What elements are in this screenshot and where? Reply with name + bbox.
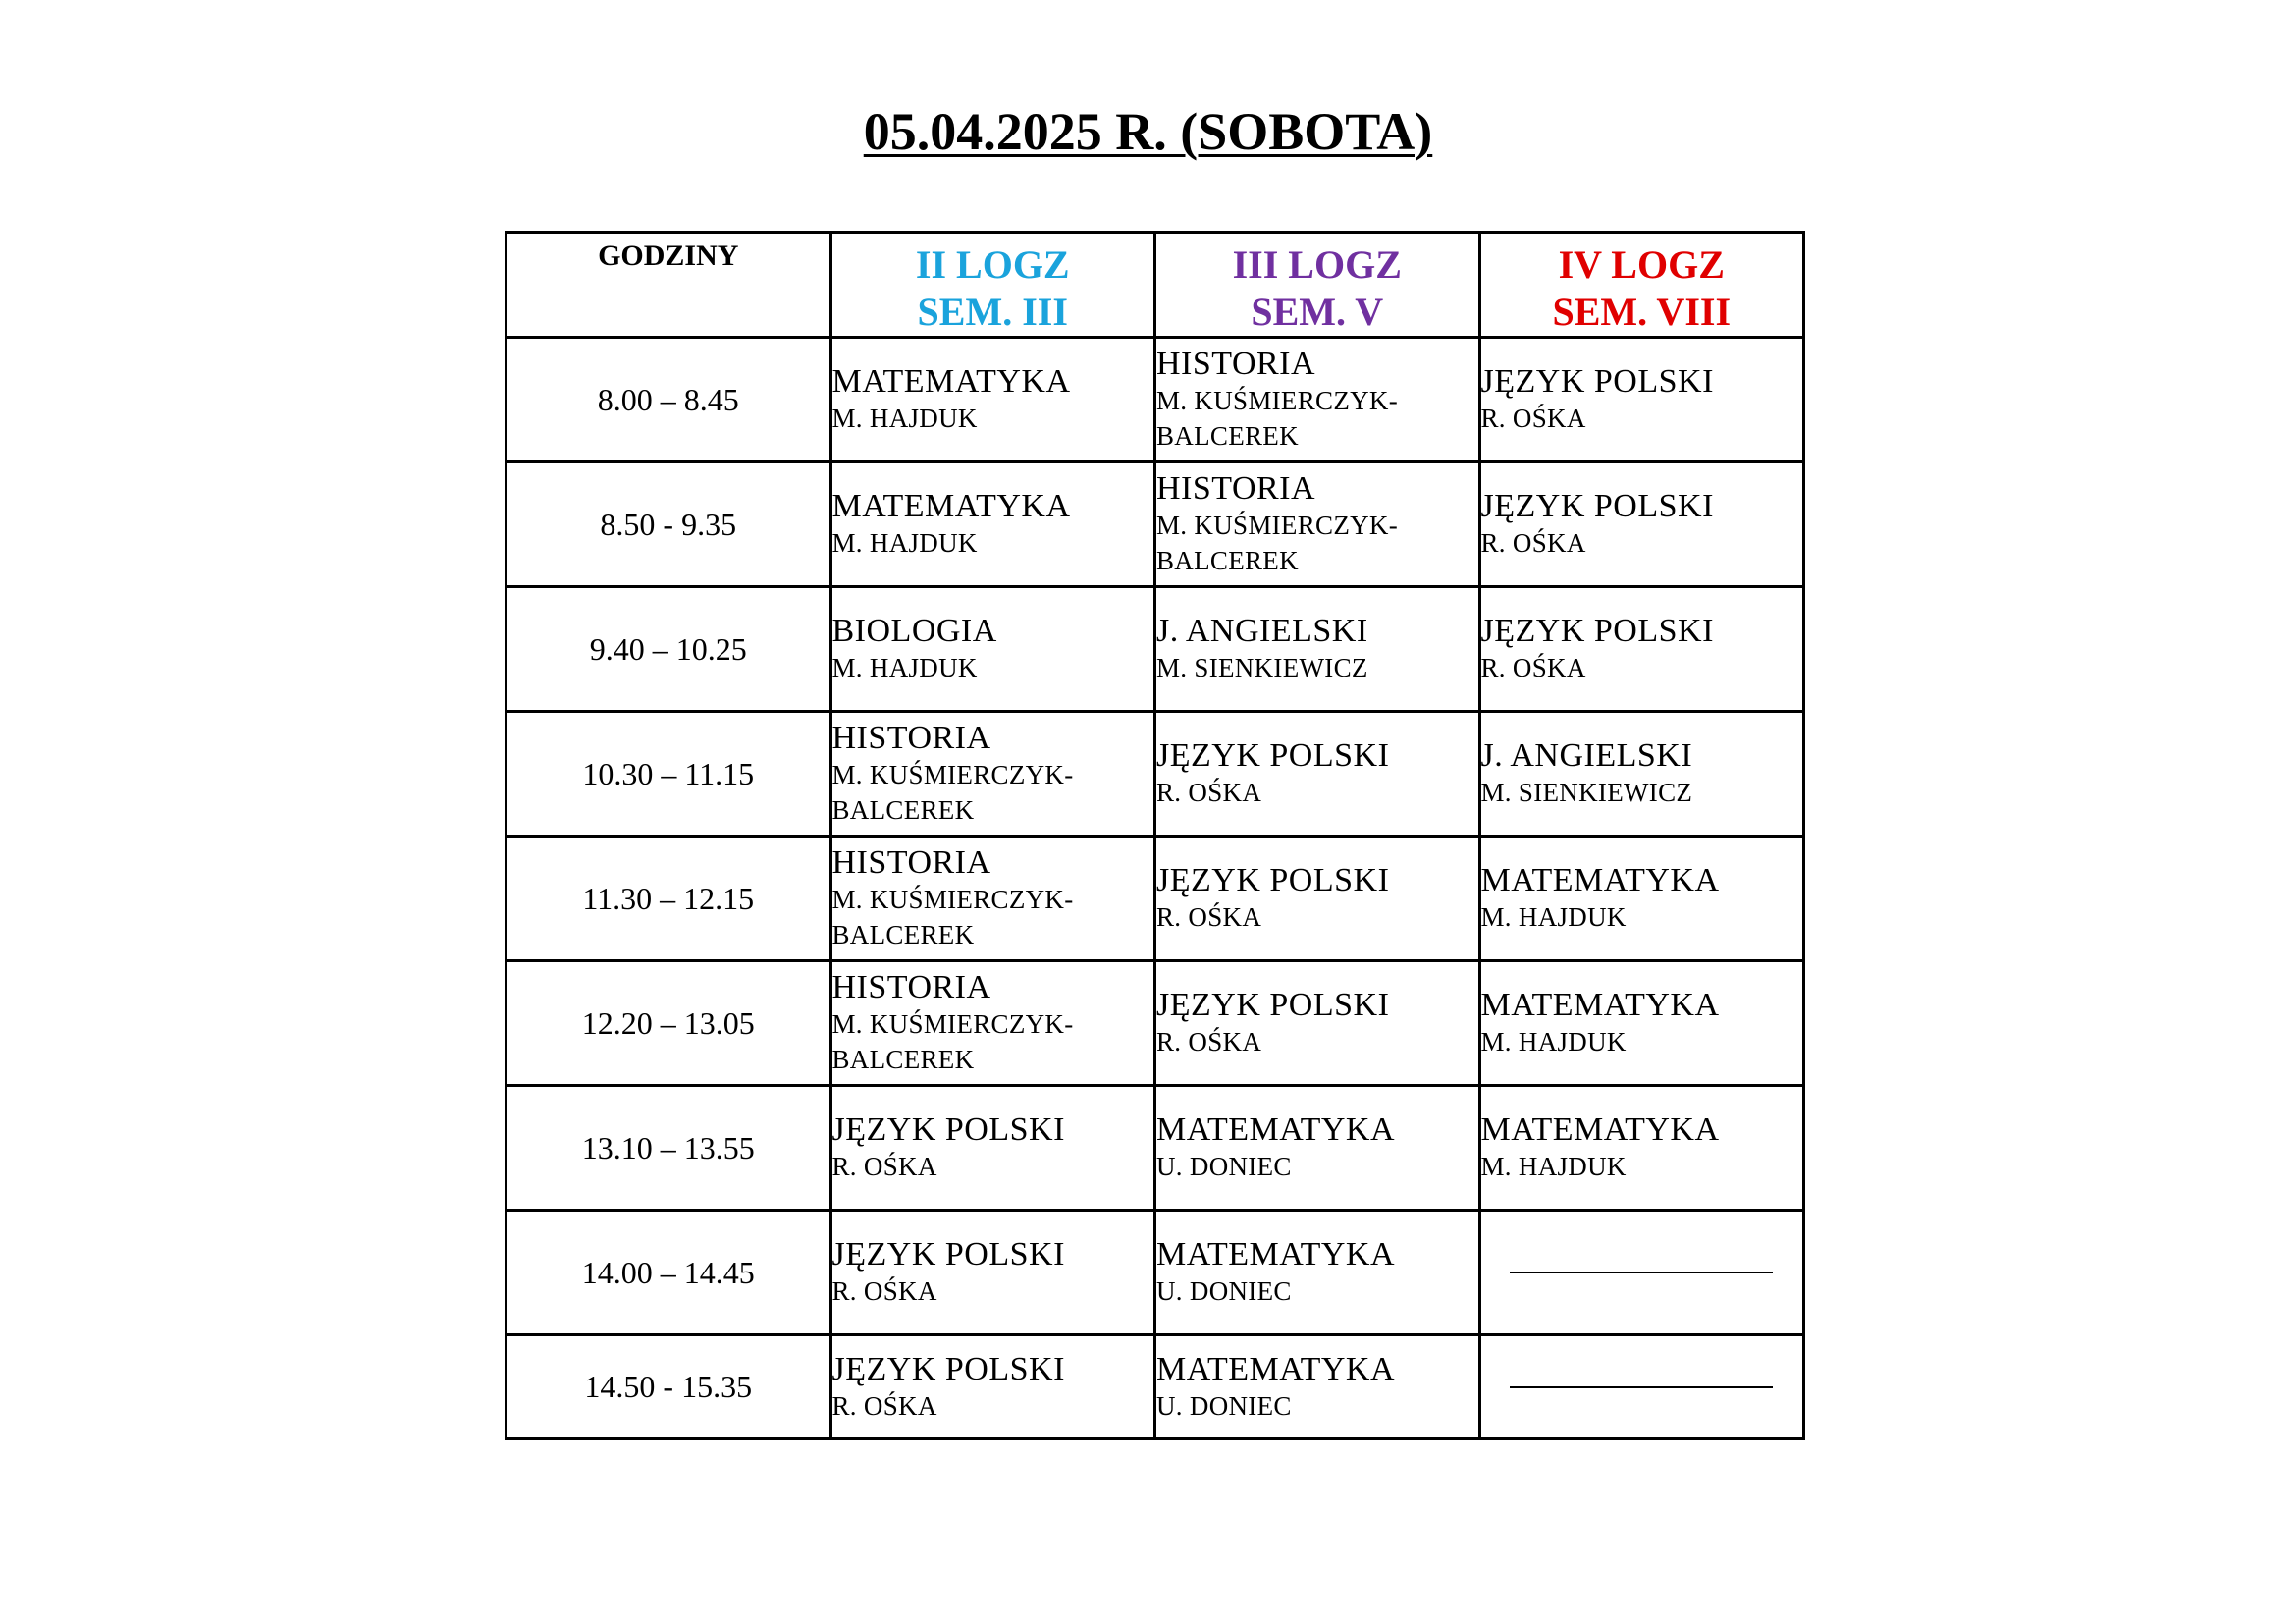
lesson-cell bbox=[1155, 1335, 1480, 1439]
table-row bbox=[507, 1211, 1804, 1335]
lesson-cell bbox=[1155, 712, 1480, 837]
subject-name: JĘZYK POLSKI bbox=[1480, 613, 1714, 649]
time-cell: 12.20 – 13.05 bbox=[507, 961, 831, 1086]
teacher-name-continued: BALCEREK bbox=[1156, 546, 1299, 575]
lesson-cell bbox=[830, 712, 1155, 837]
subject-name: HISTORIA bbox=[831, 844, 991, 881]
subject-name: MATEMATYKA bbox=[1480, 987, 1720, 1023]
teacher-name: R. OŚKA bbox=[1156, 778, 1262, 807]
teacher-name: M. SIENKIEWICZ bbox=[1480, 778, 1693, 807]
subject-name: JĘZYK POLSKI bbox=[1156, 737, 1390, 774]
teacher-name: M. KUŚMIERCZYK- bbox=[1156, 511, 1399, 540]
empty-cell bbox=[1479, 1211, 1804, 1335]
teacher-name: M. KUŚMIERCZYK- bbox=[1156, 386, 1399, 415]
teacher-name: R. OŚKA bbox=[1480, 404, 1586, 433]
header-col2-label bbox=[1156, 234, 1478, 336]
teacher-name: U. DONIEC bbox=[1156, 1390, 1292, 1421]
header-col3 bbox=[1479, 233, 1804, 338]
lesson-cell bbox=[1155, 1211, 1480, 1335]
header-col3-label bbox=[1481, 234, 1803, 336]
lesson-cell bbox=[830, 1086, 1155, 1211]
subject-name: MATEMATYKA bbox=[1480, 1111, 1720, 1148]
subject-name: JĘZYK POLSKI bbox=[1480, 488, 1714, 524]
lesson-cell bbox=[830, 961, 1155, 1086]
lesson-cell bbox=[1479, 837, 1804, 961]
lesson-cell bbox=[1479, 587, 1804, 712]
teacher-name: R. OŚKA bbox=[1156, 902, 1262, 932]
header-col2 bbox=[1155, 233, 1480, 338]
subject-name: MATEMATYKA bbox=[831, 488, 1071, 524]
teacher-name: M. KUŚMIERCZYK- bbox=[831, 760, 1074, 789]
lesson-cell bbox=[1479, 462, 1804, 587]
header-col1 bbox=[830, 233, 1155, 338]
lesson-cell bbox=[1479, 961, 1804, 1086]
teacher-name-continued: BALCEREK bbox=[1156, 421, 1299, 451]
lesson-cell bbox=[830, 338, 1155, 462]
subject-name: HISTORIA bbox=[831, 720, 991, 756]
lesson-cell bbox=[1155, 1086, 1480, 1211]
lesson-cell bbox=[830, 1211, 1155, 1335]
subject-name: MATEMATYKA bbox=[1156, 1350, 1395, 1387]
lesson-cell bbox=[830, 587, 1155, 712]
time-cell: 8.50 - 9.35 bbox=[507, 462, 831, 587]
lesson-cell bbox=[830, 1335, 1155, 1439]
teacher-name: M. HAJDUK bbox=[831, 404, 978, 433]
lesson-cell bbox=[830, 462, 1155, 587]
teacher-name: M. KUŚMIERCZYK- bbox=[831, 885, 1074, 914]
teacher-name: M. HAJDUK bbox=[1480, 1152, 1627, 1181]
header-time bbox=[507, 233, 831, 338]
page-title-text: 05.04.2025 R. (SOBOTA) bbox=[863, 102, 1433, 161]
subject-name: JĘZYK POLSKI bbox=[831, 1350, 1065, 1387]
table-row bbox=[507, 1086, 1804, 1211]
time-cell: 14.50 - 15.35 bbox=[507, 1335, 831, 1439]
subject-name: J. ANGIELSKI bbox=[1480, 737, 1693, 774]
subject-name: HISTORIA bbox=[1156, 470, 1316, 507]
time-cell: 14.00 – 14.45 bbox=[507, 1211, 831, 1335]
subject-name: HISTORIA bbox=[831, 969, 991, 1005]
subject-name: J. ANGIELSKI bbox=[1156, 613, 1368, 649]
table-row bbox=[507, 462, 1804, 587]
header-col1-line2: SEM. III bbox=[917, 290, 1068, 334]
table-row bbox=[507, 587, 1804, 712]
header-col1-line1: II LOGZ bbox=[915, 243, 1070, 287]
teacher-name: R. OŚKA bbox=[1156, 1027, 1262, 1056]
teacher-name: R. OŚKA bbox=[831, 1276, 937, 1306]
header-row bbox=[507, 233, 1804, 338]
page-title bbox=[0, 100, 2296, 163]
teacher-name: M. HAJDUK bbox=[831, 528, 978, 558]
teacher-name: M. HAJDUK bbox=[1480, 1027, 1627, 1056]
teacher-name-continued: BALCEREK bbox=[831, 920, 975, 949]
subject-name: JĘZYK POLSKI bbox=[1480, 363, 1714, 400]
empty-dash-line bbox=[1510, 1386, 1773, 1388]
table-row bbox=[507, 961, 1804, 1086]
header-time-label: GODZINY bbox=[598, 240, 739, 272]
schedule-table bbox=[505, 231, 1805, 1440]
lesson-cell bbox=[1155, 837, 1480, 961]
table-row bbox=[507, 338, 1804, 462]
teacher-name: R. OŚKA bbox=[831, 1152, 937, 1181]
subject-name: MATEMATYKA bbox=[1480, 862, 1720, 898]
time-cell: 9.40 – 10.25 bbox=[507, 587, 831, 712]
teacher-name: R. OŚKA bbox=[1480, 528, 1586, 558]
teacher-name: R. OŚKA bbox=[831, 1390, 937, 1421]
header-col2-line2: SEM. V bbox=[1251, 290, 1384, 334]
lesson-cell bbox=[1155, 961, 1480, 1086]
lesson-cell bbox=[1155, 462, 1480, 587]
empty-cell bbox=[1479, 1335, 1804, 1439]
teacher-name: M. KUŚMIERCZYK- bbox=[831, 1009, 1074, 1039]
subject-name: JĘZYK POLSKI bbox=[831, 1111, 1065, 1148]
header-col3-line1: IV LOGZ bbox=[1558, 243, 1725, 287]
header-col2-line1: III LOGZ bbox=[1232, 243, 1402, 287]
time-cell: 11.30 – 12.15 bbox=[507, 837, 831, 961]
table-row bbox=[507, 1335, 1804, 1439]
teacher-name: U. DONIEC bbox=[1156, 1276, 1292, 1306]
teacher-name: M. SIENKIEWICZ bbox=[1156, 653, 1368, 682]
schedule-body bbox=[507, 338, 1804, 1439]
subject-name: MATEMATYKA bbox=[1156, 1111, 1395, 1148]
subject-name: JĘZYK POLSKI bbox=[1156, 987, 1390, 1023]
lesson-cell bbox=[1479, 712, 1804, 837]
table-row bbox=[507, 837, 1804, 961]
subject-name: MATEMATYKA bbox=[1156, 1236, 1395, 1272]
subject-name: BIOLOGIA bbox=[831, 613, 997, 649]
lesson-cell bbox=[830, 837, 1155, 961]
teacher-name: U. DONIEC bbox=[1156, 1152, 1292, 1181]
time-cell: 8.00 – 8.45 bbox=[507, 338, 831, 462]
teacher-name: M. HAJDUK bbox=[831, 653, 978, 682]
lesson-cell bbox=[1155, 338, 1480, 462]
teacher-name: M. HAJDUK bbox=[1480, 902, 1627, 932]
subject-name: JĘZYK POLSKI bbox=[1156, 862, 1390, 898]
lesson-cell bbox=[1155, 587, 1480, 712]
teacher-name: R. OŚKA bbox=[1480, 653, 1586, 682]
lesson-cell bbox=[1479, 338, 1804, 462]
subject-name: HISTORIA bbox=[1156, 346, 1316, 382]
subject-name: JĘZYK POLSKI bbox=[831, 1236, 1065, 1272]
teacher-name-continued: BALCEREK bbox=[831, 1045, 975, 1074]
empty-dash-line bbox=[1510, 1272, 1773, 1273]
time-cell: 10.30 – 11.15 bbox=[507, 712, 831, 837]
header-col1-label bbox=[832, 234, 1154, 336]
time-cell: 13.10 – 13.55 bbox=[507, 1086, 831, 1211]
teacher-name-continued: BALCEREK bbox=[831, 795, 975, 825]
header-col3-line2: SEM. VIII bbox=[1552, 290, 1732, 334]
subject-name: MATEMATYKA bbox=[831, 363, 1071, 400]
table-row bbox=[507, 712, 1804, 837]
lesson-cell bbox=[1479, 1086, 1804, 1211]
